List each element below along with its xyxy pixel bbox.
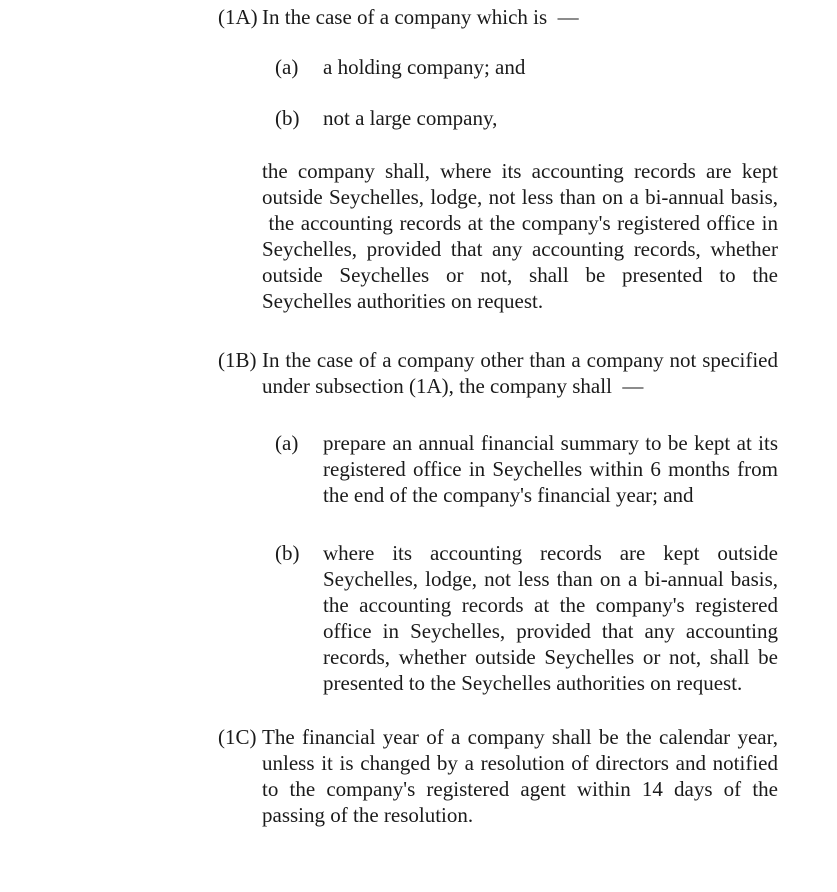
subsection-1b-number: (1B)	[218, 348, 257, 372]
subsection-1a	[218, 4, 778, 314]
subsection-1c-content	[262, 724, 778, 828]
clause-1a-b	[275, 105, 778, 131]
clause-1a-a-letter: (a)	[275, 55, 299, 79]
subsection-1c-text: The financial year of a company shall be the calendar year, unless it is changed by a resolution of directors and notified to the company's registered agent within 14 days of the passing of the resolution.	[262, 725, 778, 827]
clause-1a-a-text: a holding company; and	[323, 55, 526, 79]
subsection-1b-content	[262, 347, 778, 696]
subsection-1a-intro: In the case of a company which is —	[262, 5, 579, 29]
clause-1a-b-text: not a large company,	[323, 106, 498, 130]
clause-1b-a-letter: (a)	[275, 431, 299, 455]
subsection-1c	[218, 724, 778, 828]
clause-1b-b	[275, 540, 778, 696]
clause-1b-b-letter: (b)	[275, 541, 300, 565]
subsection-1b	[218, 347, 778, 696]
clause-1a-a	[275, 54, 778, 80]
subsection-1b-intro: In the case of a company other than a company not specified under subsection (1A), the company shall —	[262, 348, 778, 398]
clause-1b-a-text: prepare an annual financial summary to be kept at its registered office in Seychelles within 6 months from the end of the company's financial year; and	[323, 431, 778, 507]
subsection-1a-closing-paragraph: the company shall, where its accounting records are kept outside Seychelles, lodge, not less than on a bi-annual basis, the accounting records at the company's registered office in Seychelles, provided that any accounting records, whether outside Seychelles or not, shall be presented to the Seychelles authorities on request.	[262, 159, 778, 313]
clause-1a-b-letter: (b)	[275, 106, 300, 130]
subsection-1c-number: (1C)	[218, 725, 257, 749]
clause-1b-a	[275, 430, 778, 508]
subsection-1a-content	[262, 4, 778, 314]
clause-1b-b-text: where its accounting records are kept outside Seychelles, lodge, not less than on a bi-annual basis, the accounting records at the company's registered office in Seychelles, provided that any accounting records, whether outside Seychelles or not, shall be presented to the Seychelles authorities on request.	[323, 541, 778, 695]
subsection-1a-number: (1A)	[218, 5, 258, 29]
